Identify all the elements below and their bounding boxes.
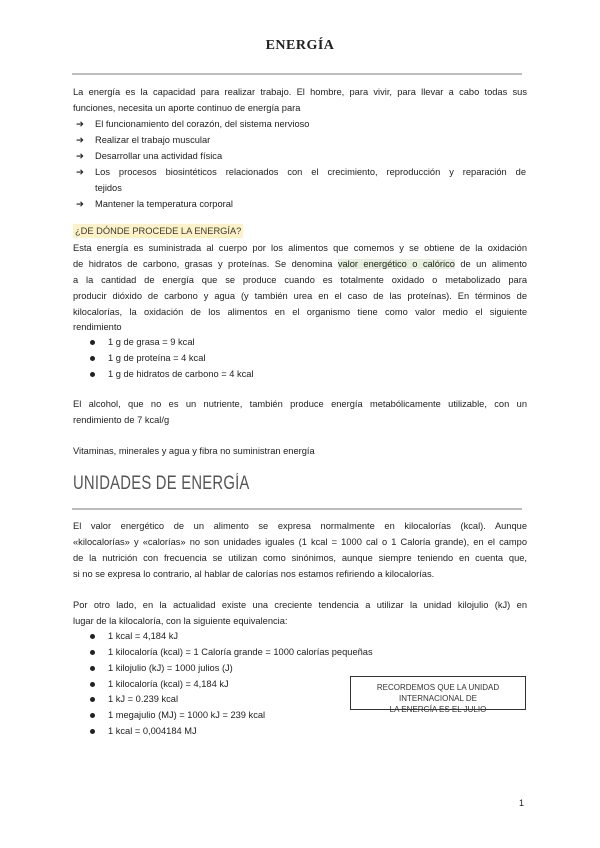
bullet-icon [90,634,95,639]
alcohol-line-1: El alcohol, que no es un nutriente, también produce energía metabólicamente utilizable, con un [73,399,527,409]
arrow-icon: ➔ [76,199,84,209]
title-divider [72,73,522,75]
units-p2-line-1: Por otro lado, en la actualidad existe una creciente tendencia a utilizar la unidad kilojulio (kJ) en [73,600,527,610]
units-p1-line-4: si no se expresa lo contrario, al hablar de calorías nos estamos refiriendo a kilocalorías. [73,569,435,579]
bullet-icon [90,372,95,377]
bullet-icon [90,682,95,687]
alcohol-line-2: rendimiento de 7 kcal/g [73,415,170,425]
note-line-2: LA ENERGÍA ES EL JULIO [389,705,487,714]
origin-line-3: a la cantidad de energía que se produce cuando es totalmente oxidado o metabolizado para [73,275,527,285]
vitamins-note: Vitaminas, minerales y agua y fibra no suministran energía [73,446,315,456]
bullet-icon [90,697,95,702]
bullet-icon [90,340,95,345]
highlighted-term: valor energético o calórico [337,259,455,269]
document-page: ENERGÍA La energía es la capacidad para realizar trabajo. El hombre, para vivir, para llevar a cabo todas sus funciones, necesita un aporte continuo de energía para ➔ El funcionamiento del corazón, del sistema nervioso ➔ Realizar el trabajo muscular ➔ Desarrollar una actividad física ➔ Los procesos biosintéticos relacionados con el crecimiento, reproducción y reparación de tejidos ➔ Mantener la temperatura corporal ¿DE DÓNDE PROCEDE LA ENERGÍA? Esta energía es suministrada al cuerpo por los alimentos que comemos y se obtiene de la oxidación de hidratos de carbono, grasas y proteínas. Se denomina valor energético o calórico de un alimento a la cantidad de energía que se produce cuando es totalmente oxidado o metabolizado para producir dióxido de carbono y agua (y también urea en el caso de las proteínas). En términos de kilocalorías, la oxidación de los alimentos en el organismo tiene como valor medio el siguiente rendimiento 1 g de grasa = 9 kcal 1 g de proteína = 4 kcal 1 g de hidratos de carbono = 4 kcal El alcohol, que no es un nutriente, también produce energía metabólicamente utilizable, con un rendimiento de 7 kcal/g Vitaminas, minerales y agua y fibra no suministran energía UNIDADES DE ENERGÍA El valor energético de un alimento se expresa normalmente en kilocalorías (kcal). Aunque «kilocalorías» y «calorías» no son unidades iguales (1 kcal = 1000 cal o 1 Caloría grande), en el campo de la nutrición con frecuencia se utilizan como sinónimos, aunque siempre teniendo en cuenta que, si no se expresa lo contrario, al hablar de calorías nos estamos refiriendo a kilocalorías. Por otro lado, en la actualidad existe una creciente tendencia a utilizar la unidad kilojulio (kJ) en lugar de la kilocaloría, con la siguiente equivalencia: 1 kcal = 4,184 kJ 1 kilocaloría (kcal) = 1 Caloría grande = 1000 calorías pequeñas 1 kilojulio (kJ) = 1000 julios (J) 1 kilocaloría (kcal) = 4,184 kJ 1 kJ = 0.239 kcal 1 megajulio (MJ) = 1000 kJ = 239 kcal 1 kcal = 0,004184 MJ RECORDEMOS QUE LA UNIDAD INTERNACIONAL DE LA ENERGÍA ES EL JULIO 1 [0,0,600,848]
origin-line-4: producir dióxido de carbono y agua (y también urea en el caso de las proteínas). En términos de [73,291,527,301]
page-number: 1 [519,798,525,808]
arrow-icon: ➔ [76,135,84,145]
bullet-icon [90,713,95,718]
bullet-icon [90,666,95,671]
origin-line-5: kilocalorías, la oxidación de los alimentos en el organismo tiene como valor medio el siguiente [73,307,527,317]
units-p1-line-2: «kilocalorías» y «calorías» no son unidades iguales (1 kcal = 1000 cal o 1 Caloría grande), en el campo [73,537,527,547]
origin-line-6: rendimiento [73,322,122,332]
arrow-icon: ➔ [76,167,84,177]
units-p1-line-1: El valor energético de un alimento se expresa normalmente en kilocalorías (kcal). Aunque [73,521,527,531]
origin-line-1: Esta energía es suministrada al cuerpo por los alimentos que comemos y se obtiene de la oxidación [73,243,527,253]
intro-line-1: La energía es la capacidad para realizar trabajo. El hombre, para vivir, para llevar a cabo todas sus [73,87,527,97]
page-title: ENERGÍA [265,38,335,53]
note-box [350,676,526,714]
bullet-icon [90,650,95,655]
intro-line-2: funciones, necesita un aporte continuo de energía para [73,103,301,113]
bullet-icon [90,356,95,361]
units-divider [72,508,522,510]
origin-line-2: de hidratos de carbono, grasas y proteínas. Se denomina valor energético o calórico de un alimento [73,259,527,269]
origin-heading: ¿DE DÓNDE PROCEDE LA ENERGÍA? [75,226,242,236]
arrow-icon: ➔ [76,119,84,129]
arrow-icon: ➔ [76,151,84,161]
bullet-icon [90,729,95,734]
units-p1-line-3: de la nutrición con frecuencia se utilizan como sinónimos, aunque siempre teniendo en cuenta que, [73,553,527,563]
note-line-1: RECORDEMOS QUE LA UNIDAD INTERNACIONAL DE [376,683,500,703]
units-heading: UNIDADES DE ENERGÍA [73,473,250,494]
units-p2-line-2: lugar de la kilocaloría, con la siguiente equivalencia: [73,616,288,626]
